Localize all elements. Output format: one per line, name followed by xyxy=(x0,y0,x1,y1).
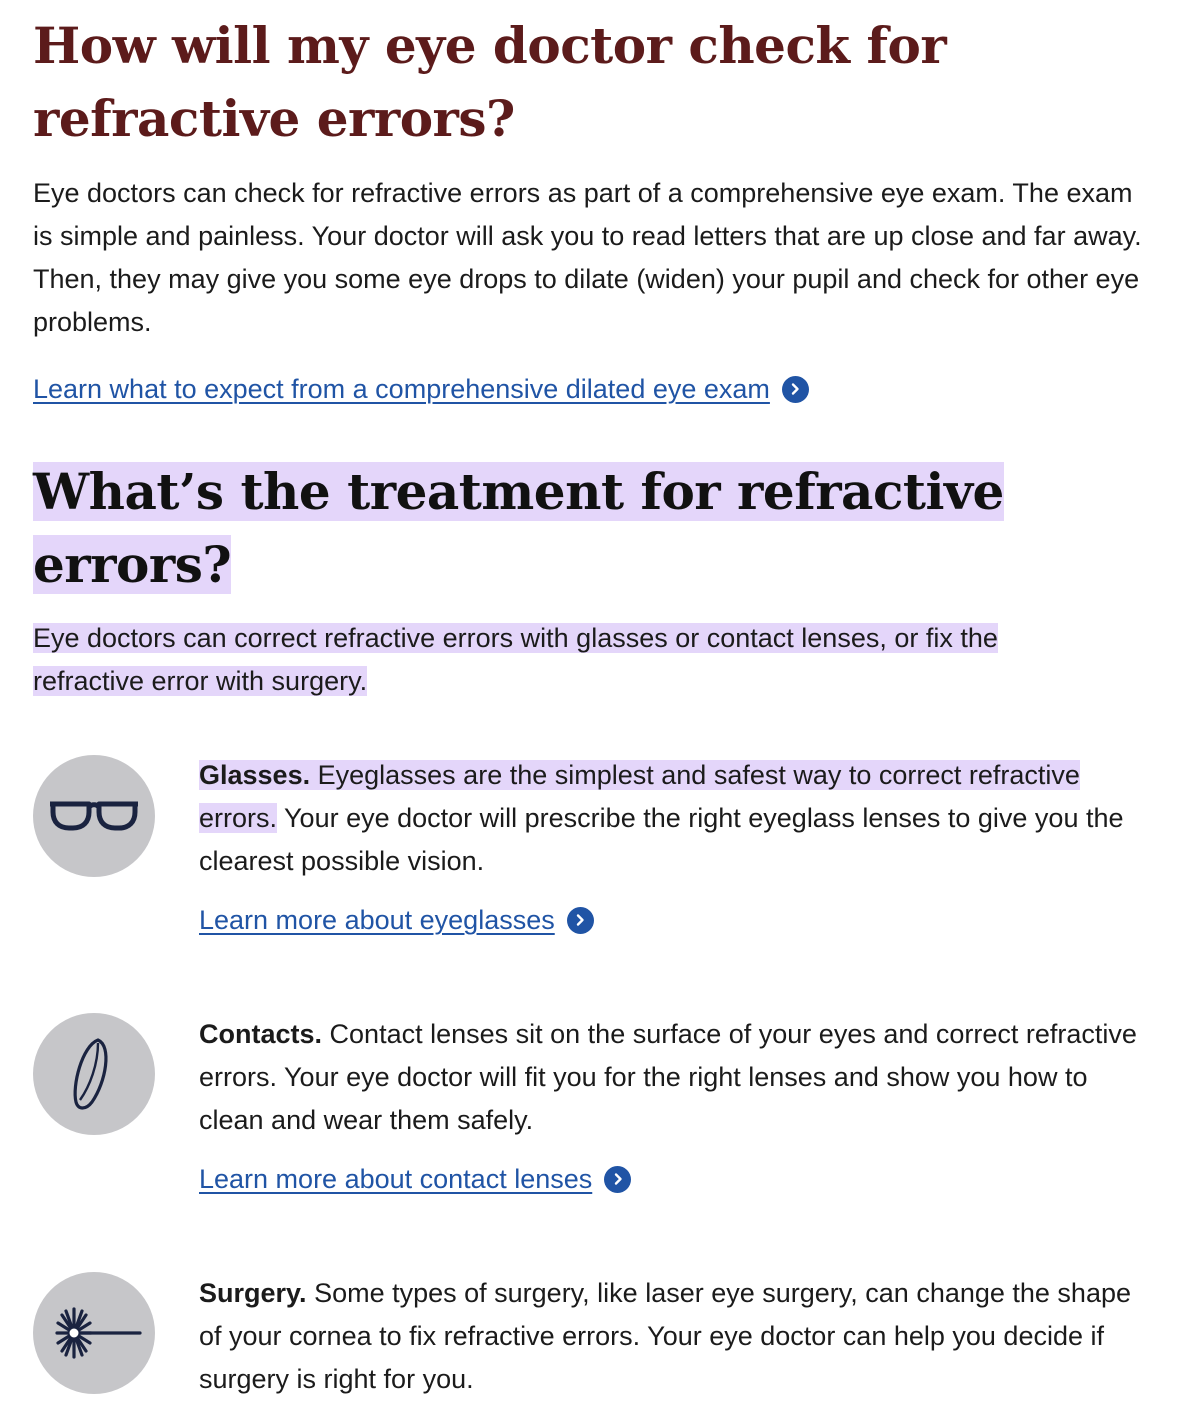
chevron-right-icon[interactable] xyxy=(567,907,594,934)
eyeglasses-icon-circle xyxy=(33,755,155,877)
laser-icon-circle xyxy=(33,1272,155,1394)
contact-lens-icon xyxy=(64,1034,124,1114)
check-paragraph: Eye doctors can check for refractive errors as part of a comprehensive eye exam. The exam is simple and painless. Your doctor will ask you to read letters that are up close and far away. Then, they may give you some eye drops to dilate (widen) your pupil and check for other eye problems. xyxy=(33,178,1142,337)
glasses-rest-text: Your eye doctor will prescribe the right eyeglass lenses to give you the clearest possible vision. xyxy=(199,803,1124,876)
eyeglasses-link[interactable]: Learn more about eyeglasses xyxy=(199,905,555,935)
contacts-title: Contacts. xyxy=(199,1019,323,1049)
eye-exam-link-row xyxy=(33,369,809,409)
surgery-text: Some types of surgery, like laser eye surgery, can change the shape of your cornea to fix refractive errors. Your eye doctor can help you decide if surgery is right for you. xyxy=(199,1278,1131,1394)
check-heading: How will my eye doctor check for refractive errors? xyxy=(33,16,947,148)
treatment-intro xyxy=(33,617,1093,703)
eye-exam-link[interactable]: Learn what to expect from a comprehensive dilated eye exam xyxy=(33,374,770,404)
eyeglasses-link-row xyxy=(199,900,594,940)
contacts-text: Contact lenses sit on the surface of your eyes and correct refractive errors. Your eye doctor will fit you for the right lenses and show you how to clean and wear them safely. xyxy=(199,1019,1137,1135)
surgery-item-text xyxy=(199,1272,1159,1401)
eyeglasses-icon xyxy=(49,796,139,836)
contacts-item-text xyxy=(199,1013,1159,1142)
chevron-right-icon[interactable] xyxy=(604,1166,631,1193)
laser-icon xyxy=(44,1293,144,1373)
treatment-intro-text: Eye doctors can correct refractive errors with glasses or contact lenses, or fix the refractive error with surgery. xyxy=(33,623,998,696)
chevron-right-icon[interactable] xyxy=(782,376,809,403)
treatment-heading xyxy=(33,455,1133,601)
contact-lenses-link-row xyxy=(199,1159,631,1199)
glasses-title: Glasses. xyxy=(199,760,311,790)
contact-lenses-link[interactable]: Learn more about contact lenses xyxy=(199,1164,593,1194)
treatment-heading-text: What’s the treatment for refractive errors? xyxy=(33,462,1004,594)
glasses-highlighted-text: Eyeglasses are the simplest and safest way to correct refractive errors. xyxy=(199,760,1080,833)
surgery-title: Surgery. xyxy=(199,1278,307,1308)
glasses-item-text xyxy=(199,754,1159,883)
contact-lens-icon-circle xyxy=(33,1013,155,1135)
